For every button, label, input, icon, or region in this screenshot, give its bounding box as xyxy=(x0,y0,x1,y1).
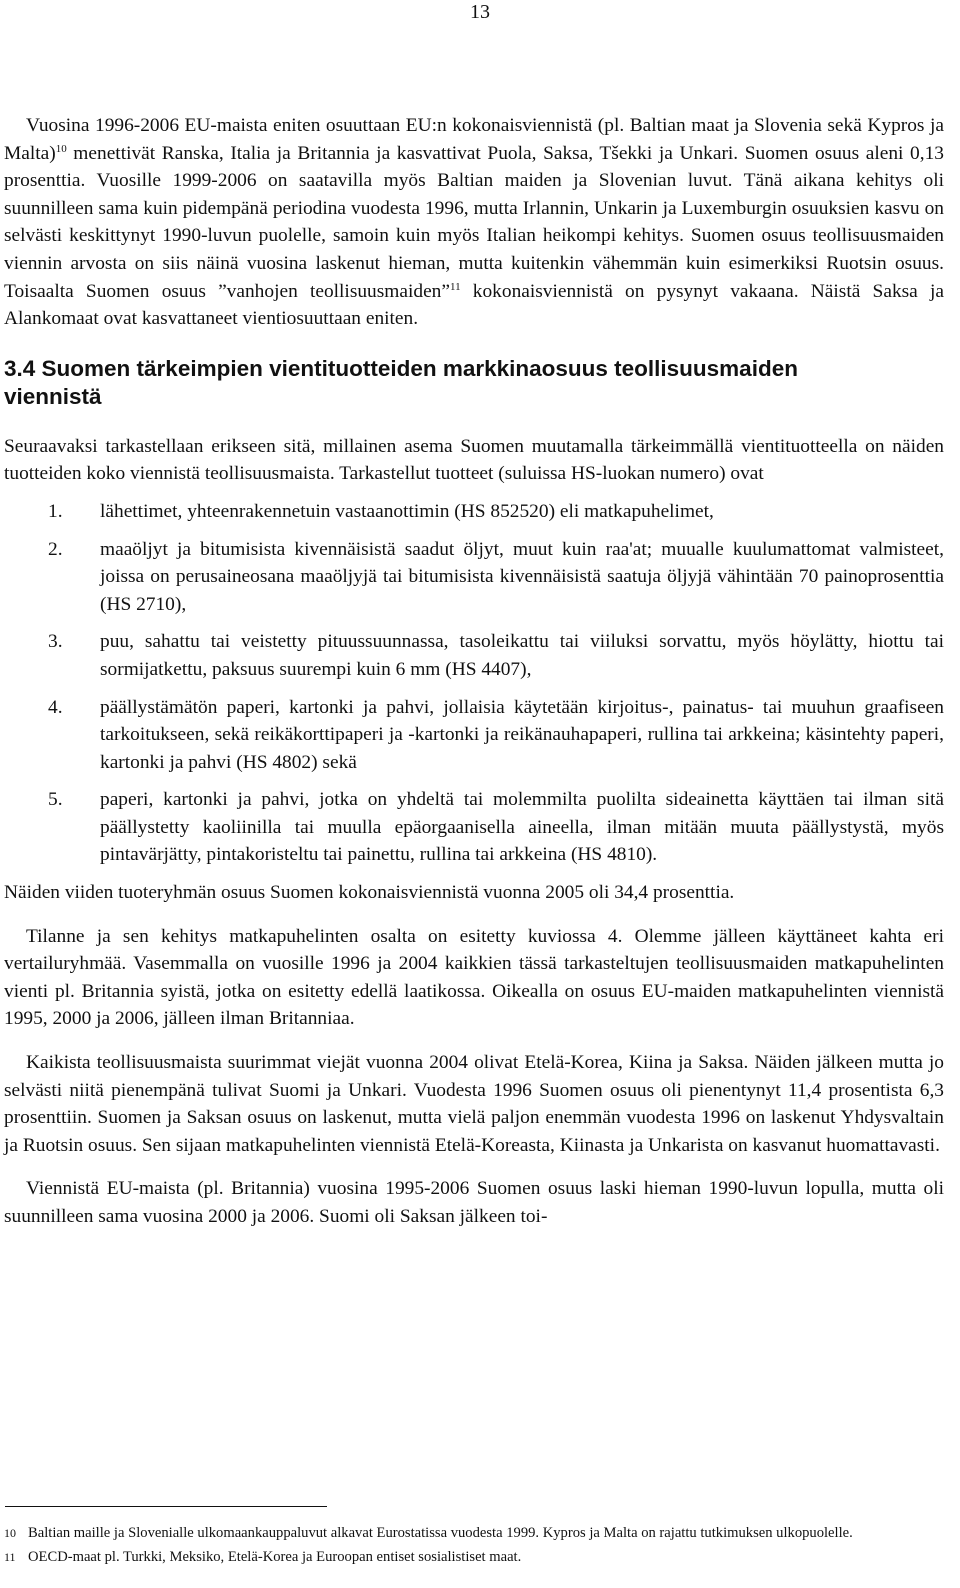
footnotes xyxy=(4,1522,944,1570)
list-item-text: paperi, kartonki ja pahvi, jotka on yhdeltä tai molemmilta puolilta sideainetta käyttäen tai ilman sitä päällystetty kaoliinilla tai muulla epäorgaanisella aineella, ilman mitään muuta päällystystä, myös pintavärjätty, pintakoristeltu tai painettu, rullina tai arkkeina (HS 4810). xyxy=(100,789,944,866)
footnote xyxy=(4,1522,944,1544)
paragraph-kaikista: Kaikista teollisuusmaista suurimmat viejät vuonna 2004 olivat Etelä-Korea, Kiina ja Saksa. Näiden jälkeen mutta jo selvästi niitä pienempänä tulivat Suomi ja Unkari. Vuodesta 1996 Suomen osuus oli pienentynyt 11,4 prosentista 6,3 prosenttiin. Suomen ja Saksan osuus on laskenut, mutta vielä paljon enemmän vuodesta 1996 on laskenut Yhdysvaltain ja Ruotsin osuus. Sen sijaan matkapuhelinten viennistä Etelä-Koreasta, Kiinasta ja Unkarista on kasvanut huomattavasti. xyxy=(4,1052,944,1156)
list-item xyxy=(4,536,944,619)
list-item-number: 3. xyxy=(48,631,63,653)
footnote-divider xyxy=(5,1506,327,1507)
paragraph-tilanne: Tilanne ja sen kehitys matkapuhelinten osalta on esitetty kuviossa 4. Olemme jälleen käyttäneet kahta eri vertailuryhmää. Vasemmalla on vuosille 1996 ja 2004 kaikkien tässä tarkasteltujen teollisuusmaiden matkapuhelinten vienti pl. Britannia syistä, jotka on esitetty edellä laatikossa. Oikealla on osuus EU-maiden matkapuhelinten viennistä 1995, 2000 ja 2006, jälleen ilman Britanniaa. xyxy=(4,925,944,1030)
footnote-number: 11 xyxy=(4,1550,16,1564)
product-list xyxy=(4,498,944,869)
paragraph-share: Näiden viiden tuoteryhmän osuus Suomen kokonaisviennistä vuonna 2005 oli 34,4 prosenttia. xyxy=(4,882,735,904)
paragraph-vienti: Viennistä EU-maista (pl. Britannia) vuosina 1995-2006 Suomen osuus laski hieman 1990-luvun lopulla, mutta oli suunnilleen sama vuosina 2000 ja 2006. Suomi oli Saksan jälkeen toi- xyxy=(4,1178,944,1227)
footnote-ref: 11 xyxy=(449,280,461,293)
list-item-text: puu, sahattu tai veistetty pituussuunnassa, tasoleikattu tai viiluksi sorvattu, myös höylätty, hiottu tai sormijatkettu, paksuus suurempi kuin 6 mm (HS 4407), xyxy=(100,631,944,680)
paragraph-text: Vuosina 1996-2006 EU-maista eniten osuuttaan EU:n kokonaisviennistä (pl. Baltian maat ja Slovenia sekä Kypros ja Malta) xyxy=(4,115,944,164)
list-item-number: 5. xyxy=(48,789,63,811)
section-heading xyxy=(4,355,944,411)
paragraph-intro: Seuraavaksi tarkastellaan erikseen sitä, millainen asema Suomen muutamalla tärkeimmällä vientituotteella on näiden tuotteiden koko viennistä teollisuusmaista. Tarkastellut tuotteet (suluissa HS-luokan numero) ovat xyxy=(4,435,944,485)
list-item xyxy=(4,498,944,526)
list-item-text: lähettimet, yhteenrakennetuin vastaanottimin (HS 852520) eli matkapuhelimet, xyxy=(100,500,714,522)
section-heading-line: viennistä xyxy=(4,383,102,409)
list-item xyxy=(4,694,944,777)
page-number: 13 xyxy=(470,1,490,23)
paragraph-text: kokonaisviennistä on pysynyt vakaana. Näistä Saksa ja Alankomaat ovat kasvattaneet vientiosuuttaan eniten. xyxy=(4,280,944,330)
list-item xyxy=(4,628,944,683)
footnote-ref: 10 xyxy=(55,142,67,155)
list-item-number: 2. xyxy=(48,538,63,560)
footnote-number: 10 xyxy=(4,1526,16,1540)
list-item-text: päällystämätön paperi, kartonki ja pahvi, jollaisia käytetään kirjoitus-, painatus- tai muuhun graafiseen tarkoitukseen, sekä reikäkorttipaperi ja -kartonki ja reikänauhapaperi, rullina tai arkkeina; käsintehty paperi, kartonki ja pahvi (HS 4802) sekä xyxy=(100,696,944,773)
section-heading-line: 3.4 Suomen tärkeimpien vientituotteiden markkinaosuus teollisuusmaiden xyxy=(4,355,798,381)
list-item-number: 4. xyxy=(48,696,63,718)
paragraph-text: menettivät Ranska, Italia ja Britannia ja kasvattivat Puola, Saksa, Tšekki ja Unkari. Suomen osuus aleni 0,13 prosenttia. Vuosille 1999-2006 on saatavilla myös Baltian maiden ja Slovenian luvut. Tänä aikana kehitys oli suunnilleen sama kuin pidempänä periodina vuodesta 1996, mutta Irlannin, Unkarin ja Luxemburgin osuuksien kasvu on selvästi keskittynyt 1990-luvun puolelle, samoin kuin myös Italian heikompi kehitys. Suomen osuus teollisuusmaiden viennin arvosta on siis näinä vuosina laskenut hieman, mutta kuitenkin vähemmän kuin esimerkiksi Ruotsin osuus. Toisaalta Suomen osuus ”vanhojen teollisuusmaiden” xyxy=(4,142,944,302)
footnote-text: OECD-maat pl. Turkki, Meksiko, Etelä-Korea ja Euroopan entiset sosialistiset maat. xyxy=(28,1549,522,1565)
list-item-text: maaöljyt ja bitumisista kivennäisistä saadut öljyt, muut kuin raa'at; muualle kuulumattomat valmisteet, joissa on perusaineosana maaöljyjä tai bitumisista kivennäisistä saatuja öljyjä vähintään 70 painoprosenttia (HS 2710), xyxy=(100,538,944,615)
list-item xyxy=(4,786,944,869)
footnote-text: Baltian maille ja Slovenialle ulkomaankauppaluvut alkavat Eurostatissa vuodesta 1999. Kypros ja Malta on rajattu tutkimuksen ulkopuolelle. xyxy=(28,1525,853,1541)
paragraph-eu-shares xyxy=(4,112,944,333)
footnote xyxy=(4,1546,944,1568)
main-content xyxy=(4,112,944,1231)
list-item-number: 1. xyxy=(48,500,63,522)
